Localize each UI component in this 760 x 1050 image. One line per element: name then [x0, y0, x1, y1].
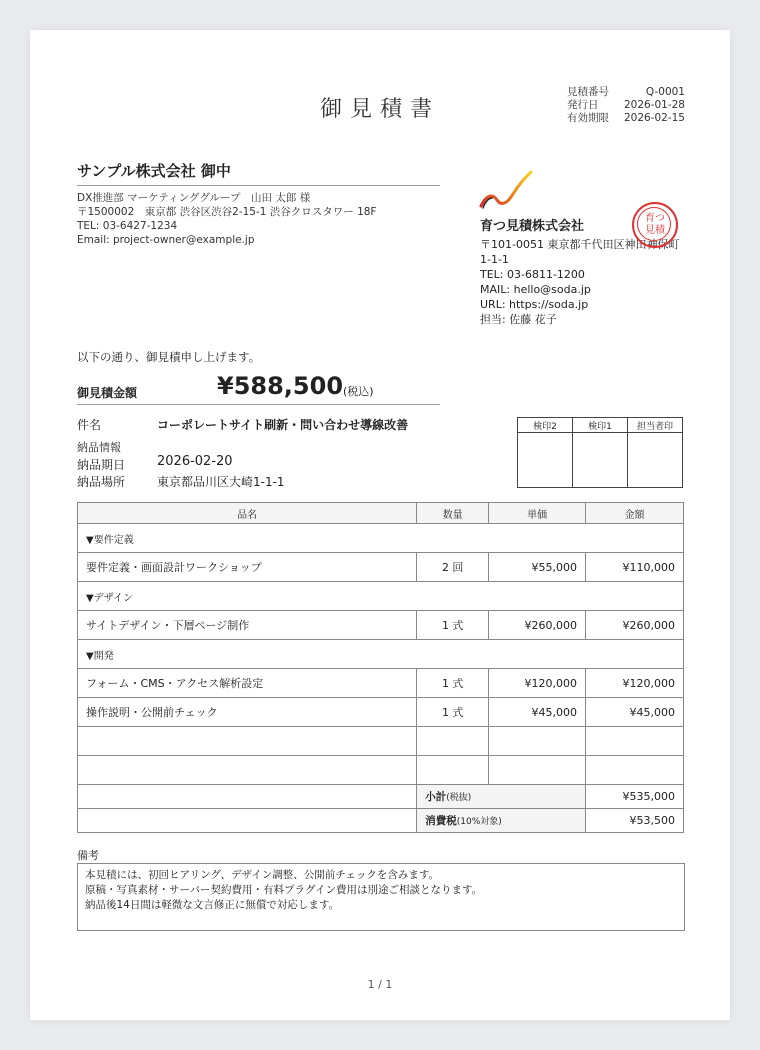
- delivery-date: 2026-02-20: [157, 454, 233, 469]
- divider: [77, 404, 440, 405]
- table-row: [78, 698, 684, 727]
- issuer-info: [480, 237, 690, 327]
- empty-row: [78, 756, 684, 785]
- tax-value: ¥53,500: [586, 809, 684, 833]
- section-row: [78, 524, 684, 553]
- seal-box-label: 担当者印: [628, 418, 683, 433]
- client-info: [77, 191, 376, 247]
- empty-row: [78, 727, 684, 756]
- meta-label: 有効期限: [567, 112, 609, 124]
- item-name: 要件定義・画面設計ワークショップ: [78, 553, 417, 582]
- item-name: 操作説明・公開前チェック: [78, 698, 417, 727]
- section-title: ▼デザイン: [78, 582, 684, 611]
- approval-seal-boxes: [517, 417, 683, 488]
- seal-text: 育つ: [645, 213, 665, 224]
- item-qty: 1 式: [417, 698, 489, 727]
- item-amount: ¥110,000: [586, 553, 684, 582]
- seal-box: [628, 433, 683, 488]
- subject-label: 件名: [77, 418, 102, 432]
- section-title: ▼開発: [78, 640, 684, 669]
- tax-label-text: 消費税: [425, 815, 457, 827]
- total-label: 御見積金額: [77, 386, 138, 400]
- meta-value: Q-0001: [645, 86, 685, 98]
- remarks-line: 納品後14日間は軽微な文言修正に無償で対応します。: [85, 899, 340, 911]
- item-unit: ¥45,000: [489, 698, 586, 727]
- header-name: 品名: [78, 503, 417, 524]
- tax-note: (10%対象): [456, 817, 502, 827]
- seal-ring: [637, 207, 671, 241]
- seal-box: [573, 433, 628, 488]
- subtotal-value: ¥535,000: [586, 785, 684, 809]
- item-unit: ¥120,000: [489, 669, 586, 698]
- company-logo-icon: [479, 170, 535, 210]
- document-title: 御見積書: [319, 97, 440, 122]
- issuer-line: 1-1-1: [480, 253, 509, 266]
- item-name: フォーム・CMS・アクセス解析設定: [78, 669, 417, 698]
- seal-text: 見積: [645, 225, 665, 236]
- tax-label: [417, 809, 586, 833]
- remarks-label: 備考: [77, 849, 99, 862]
- tax-row: [78, 809, 684, 833]
- client-line: DX推進部 マーケティンググループ 山田 太郎 様: [77, 192, 311, 204]
- item-qty: 2 回: [417, 553, 489, 582]
- seal-box-label: 検印2: [518, 418, 573, 433]
- meta-label: 発行日: [567, 99, 599, 111]
- meta-value: 2026-02-15: [623, 112, 685, 124]
- item-amount: ¥260,000: [586, 611, 684, 640]
- item-name: サイトデザイン・下層ページ制作: [78, 611, 417, 640]
- subtotal-note: (税抜): [446, 793, 472, 803]
- client-line: TEL: 03-6427-1234: [77, 220, 178, 232]
- header-unit: 単価: [489, 503, 586, 524]
- item-unit: ¥260,000: [489, 611, 586, 640]
- table-header-row: [78, 503, 684, 524]
- seal-box: [518, 433, 573, 488]
- divider: [77, 185, 440, 186]
- delivery-date-label: 納品期日: [77, 458, 126, 472]
- subtotal-label-text: 小計: [425, 791, 447, 803]
- section-row: [78, 640, 684, 669]
- subject: コーポレートサイト刷新・問い合わせ導線改善: [157, 418, 409, 432]
- item-qty: 1 式: [417, 669, 489, 698]
- client-name: サンプル株式会社 御中: [77, 162, 231, 180]
- intro-text: 以下の通り、御見積申し上げます。: [77, 350, 261, 364]
- client-line: Email: project-owner@example.jp: [77, 234, 255, 246]
- item-unit: ¥55,000: [489, 553, 586, 582]
- section-row: [78, 582, 684, 611]
- issuer-line: 担当: 佐藤 花子: [480, 313, 557, 326]
- client-line: 〒1500002 東京都 渋谷区渋谷2-15-1 渋谷クロスタワー 18F: [77, 206, 377, 218]
- meta-label: 見積番号: [567, 86, 609, 98]
- issuer-line: TEL: 03-6811-1200: [480, 268, 585, 281]
- table-row: [78, 669, 684, 698]
- issuer-line: MAIL: hello@soda.jp: [480, 283, 591, 296]
- item-qty: 1 式: [417, 611, 489, 640]
- total-amount: ¥588,500: [217, 372, 344, 400]
- item-amount: ¥45,000: [586, 698, 684, 727]
- issuer-line: 〒101-0051 東京都千代田区神田神保町: [480, 238, 680, 251]
- table-row: [78, 553, 684, 582]
- meta-value: 2026-01-28: [623, 99, 685, 111]
- item-amount: ¥120,000: [586, 669, 684, 698]
- remarks-line: 本見積には、初回ヒアリング、デザイン調整、公開前チェックを含みます。: [85, 869, 440, 881]
- issuer-line: URL: https://soda.jp: [480, 298, 589, 311]
- page-number: 1 / 1: [367, 978, 393, 991]
- table-row: [78, 611, 684, 640]
- company-seal-stamp: [632, 202, 678, 248]
- subtotal-row: [78, 785, 684, 809]
- delivery-place: 東京都品川区大崎1-1-1: [157, 475, 285, 489]
- subtotal-label: [417, 785, 586, 809]
- remarks-box: [77, 863, 685, 931]
- seal-box-label: 検印1: [573, 418, 628, 433]
- delivery-heading: 納品情報: [77, 441, 121, 454]
- total-tax-note: (税込): [343, 385, 374, 398]
- quote-meta: [567, 86, 685, 125]
- section-title: ▼要件定義: [78, 524, 684, 553]
- header-amount: 金額: [586, 503, 684, 524]
- delivery-place-label: 納品場所: [77, 475, 126, 489]
- header-qty: 数量: [417, 503, 489, 524]
- issuer-company: 育つ見積株式会社: [480, 219, 585, 234]
- remarks-line: 原稿・写真素材・サーバー契約費用・有料プラグイン費用は別途ご相談となります。: [85, 884, 483, 896]
- line-items-table: [77, 502, 684, 833]
- quote-page: [30, 30, 730, 1020]
